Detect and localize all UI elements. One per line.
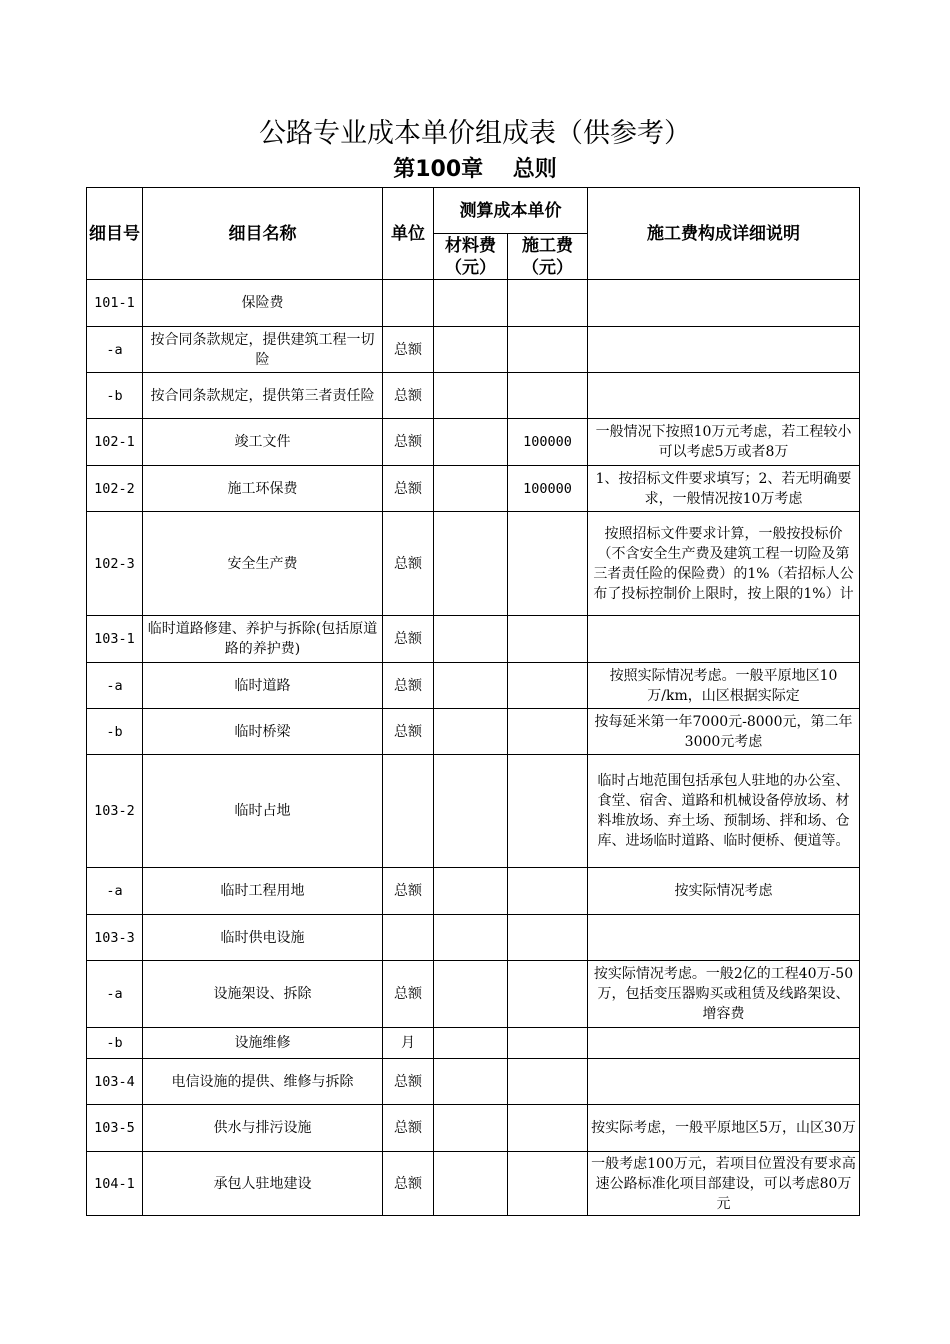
row-code: 103-5 bbox=[87, 1105, 143, 1152]
row-name: 竣工文件 bbox=[143, 419, 383, 466]
row-material bbox=[434, 915, 508, 961]
table-row bbox=[87, 755, 860, 868]
row-construction bbox=[508, 868, 588, 915]
row-material bbox=[434, 327, 508, 373]
row-name: 设施架设、拆除 bbox=[143, 961, 383, 1028]
row-code: 103-3 bbox=[87, 915, 143, 961]
row-note bbox=[588, 915, 860, 961]
header-material: 材料费（元） bbox=[434, 234, 508, 280]
header-name: 细目名称 bbox=[143, 188, 383, 280]
row-code: 103-4 bbox=[87, 1059, 143, 1105]
row-construction bbox=[508, 709, 588, 755]
row-construction bbox=[508, 755, 588, 868]
row-unit: 总额 bbox=[383, 868, 434, 915]
row-material bbox=[434, 616, 508, 663]
table-row bbox=[87, 327, 860, 373]
row-name: 临时工程用地 bbox=[143, 868, 383, 915]
row-name: 临时桥梁 bbox=[143, 709, 383, 755]
row-unit: 总额 bbox=[383, 1105, 434, 1152]
table-row bbox=[87, 373, 860, 419]
table-row bbox=[87, 466, 860, 512]
row-code: 103-2 bbox=[87, 755, 143, 868]
row-construction bbox=[508, 616, 588, 663]
header-construction: 施工费（元） bbox=[508, 234, 588, 280]
row-name: 电信设施的提供、维修与拆除 bbox=[143, 1059, 383, 1105]
table-row bbox=[87, 961, 860, 1028]
row-note: 按每延米第一年7000元-8000元，第二年3000元考虑 bbox=[588, 709, 860, 755]
table-row bbox=[87, 419, 860, 466]
row-code: -a bbox=[87, 868, 143, 915]
row-material bbox=[434, 280, 508, 327]
table-row bbox=[87, 1105, 860, 1152]
row-note bbox=[588, 1028, 860, 1059]
row-construction: 100000 bbox=[508, 419, 588, 466]
row-unit: 总额 bbox=[383, 419, 434, 466]
row-note: 临时占地范围包括承包人驻地的办公室、食堂、宿舍、道路和机械设备停放场、材料堆放场、弃土场、预制场、拌和场、仓库、进场临时道路、临时便桥、便道等。 bbox=[588, 755, 860, 868]
row-note: 1、按招标文件要求填写；2、若无明确要求，一般情况按10万考虑 bbox=[588, 466, 860, 512]
table-header bbox=[87, 188, 860, 280]
row-code: -b bbox=[87, 709, 143, 755]
row-unit bbox=[383, 755, 434, 868]
table-row bbox=[87, 280, 860, 327]
row-material bbox=[434, 1028, 508, 1059]
row-code: -b bbox=[87, 1028, 143, 1059]
row-note: 按实际考虑，一般平原地区5万，山区30万 bbox=[588, 1105, 860, 1152]
row-code: 101-1 bbox=[87, 280, 143, 327]
table-row bbox=[87, 1028, 860, 1059]
row-unit: 月 bbox=[383, 1028, 434, 1059]
row-name: 临时道路 bbox=[143, 663, 383, 709]
row-name: 安全生产费 bbox=[143, 512, 383, 616]
row-unit: 总额 bbox=[383, 466, 434, 512]
row-construction bbox=[508, 1152, 588, 1216]
row-name: 按合同条款规定，提供建筑工程一切险 bbox=[143, 327, 383, 373]
row-note: 一般情况下按照10万元考虑，若工程较小可以考虑5万或者8万 bbox=[588, 419, 860, 466]
table-row bbox=[87, 1152, 860, 1216]
row-construction bbox=[508, 280, 588, 327]
row-note bbox=[588, 1059, 860, 1105]
cost-table bbox=[86, 187, 860, 1216]
row-construction bbox=[508, 1059, 588, 1105]
row-material bbox=[434, 1105, 508, 1152]
row-note bbox=[588, 327, 860, 373]
row-unit: 总额 bbox=[383, 961, 434, 1028]
row-code: 103-1 bbox=[87, 616, 143, 663]
row-material bbox=[434, 755, 508, 868]
row-note: 按实际情况考虑。一般2亿的工程40万-50万，包括变压器购买或租赁及线路架设、增容费 bbox=[588, 961, 860, 1028]
row-unit: 总额 bbox=[383, 327, 434, 373]
row-unit bbox=[383, 915, 434, 961]
row-unit: 总额 bbox=[383, 1059, 434, 1105]
table-row bbox=[87, 512, 860, 616]
table-row bbox=[87, 915, 860, 961]
row-name: 临时供电设施 bbox=[143, 915, 383, 961]
row-note: 按照招标文件要求计算，一般按投标价（不含安全生产费及建筑工程一切险及第三者责任险的保险费）的1%（若招标人公布了投标控制价上限时，按上限的1%）计 bbox=[588, 512, 860, 616]
row-material bbox=[434, 663, 508, 709]
table-body bbox=[87, 280, 860, 1216]
header-note: 施工费构成详细说明 bbox=[588, 188, 860, 280]
row-note: 按实际情况考虑 bbox=[588, 868, 860, 915]
row-name: 施工环保费 bbox=[143, 466, 383, 512]
row-name: 供水与排污设施 bbox=[143, 1105, 383, 1152]
row-construction bbox=[508, 1028, 588, 1059]
row-code: -b bbox=[87, 373, 143, 419]
row-name: 按合同条款规定，提供第三者责任险 bbox=[143, 373, 383, 419]
row-construction bbox=[508, 327, 588, 373]
row-note bbox=[588, 373, 860, 419]
row-construction bbox=[508, 373, 588, 419]
row-construction bbox=[508, 961, 588, 1028]
row-name: 承包人驻地建设 bbox=[143, 1152, 383, 1216]
row-note: 按照实际情况考虑。一般平原地区10万/km，山区根据实际定 bbox=[588, 663, 860, 709]
row-name: 保险费 bbox=[143, 280, 383, 327]
row-code: 102-2 bbox=[87, 466, 143, 512]
row-material bbox=[434, 466, 508, 512]
row-unit: 总额 bbox=[383, 512, 434, 616]
row-name: 设施维修 bbox=[143, 1028, 383, 1059]
row-code: 104-1 bbox=[87, 1152, 143, 1216]
row-material bbox=[434, 373, 508, 419]
header-unit: 单位 bbox=[383, 188, 434, 280]
table-row bbox=[87, 709, 860, 755]
row-code: -a bbox=[87, 327, 143, 373]
row-code: 102-3 bbox=[87, 512, 143, 616]
row-note bbox=[588, 280, 860, 327]
row-construction bbox=[508, 663, 588, 709]
row-unit: 总额 bbox=[383, 1152, 434, 1216]
row-construction bbox=[508, 1105, 588, 1152]
row-note: 一般考虑100万元，若项目位置没有要求高速公路标准化项目部建设，可以考虑80万元 bbox=[588, 1152, 860, 1216]
row-material bbox=[434, 1152, 508, 1216]
page-title: 公路专业成本单价组成表（供参考） bbox=[259, 118, 691, 149]
table-row bbox=[87, 868, 860, 915]
row-unit: 总额 bbox=[383, 663, 434, 709]
row-unit: 总额 bbox=[383, 373, 434, 419]
row-note bbox=[588, 616, 860, 663]
header-unit-price: 测算成本单价 bbox=[434, 188, 588, 234]
row-material bbox=[434, 868, 508, 915]
row-code: 102-1 bbox=[87, 419, 143, 466]
row-construction: 100000 bbox=[508, 466, 588, 512]
row-name: 临时占地 bbox=[143, 755, 383, 868]
table-row bbox=[87, 616, 860, 663]
row-unit: 总额 bbox=[383, 616, 434, 663]
row-unit bbox=[383, 280, 434, 327]
table-row bbox=[87, 663, 860, 709]
row-code: -a bbox=[87, 663, 143, 709]
row-material bbox=[434, 961, 508, 1028]
row-material bbox=[434, 512, 508, 616]
row-material bbox=[434, 709, 508, 755]
row-name: 临时道路修建、养护与拆除(包括原道路的养护费) bbox=[143, 616, 383, 663]
row-unit: 总额 bbox=[383, 709, 434, 755]
row-construction bbox=[508, 915, 588, 961]
row-code: -a bbox=[87, 961, 143, 1028]
row-construction bbox=[508, 512, 588, 616]
row-material bbox=[434, 1059, 508, 1105]
header-code: 细目号 bbox=[87, 188, 143, 280]
chapter-subtitle: 第100章 总则 bbox=[393, 157, 557, 182]
row-material bbox=[434, 419, 508, 466]
table-row bbox=[87, 1059, 860, 1105]
